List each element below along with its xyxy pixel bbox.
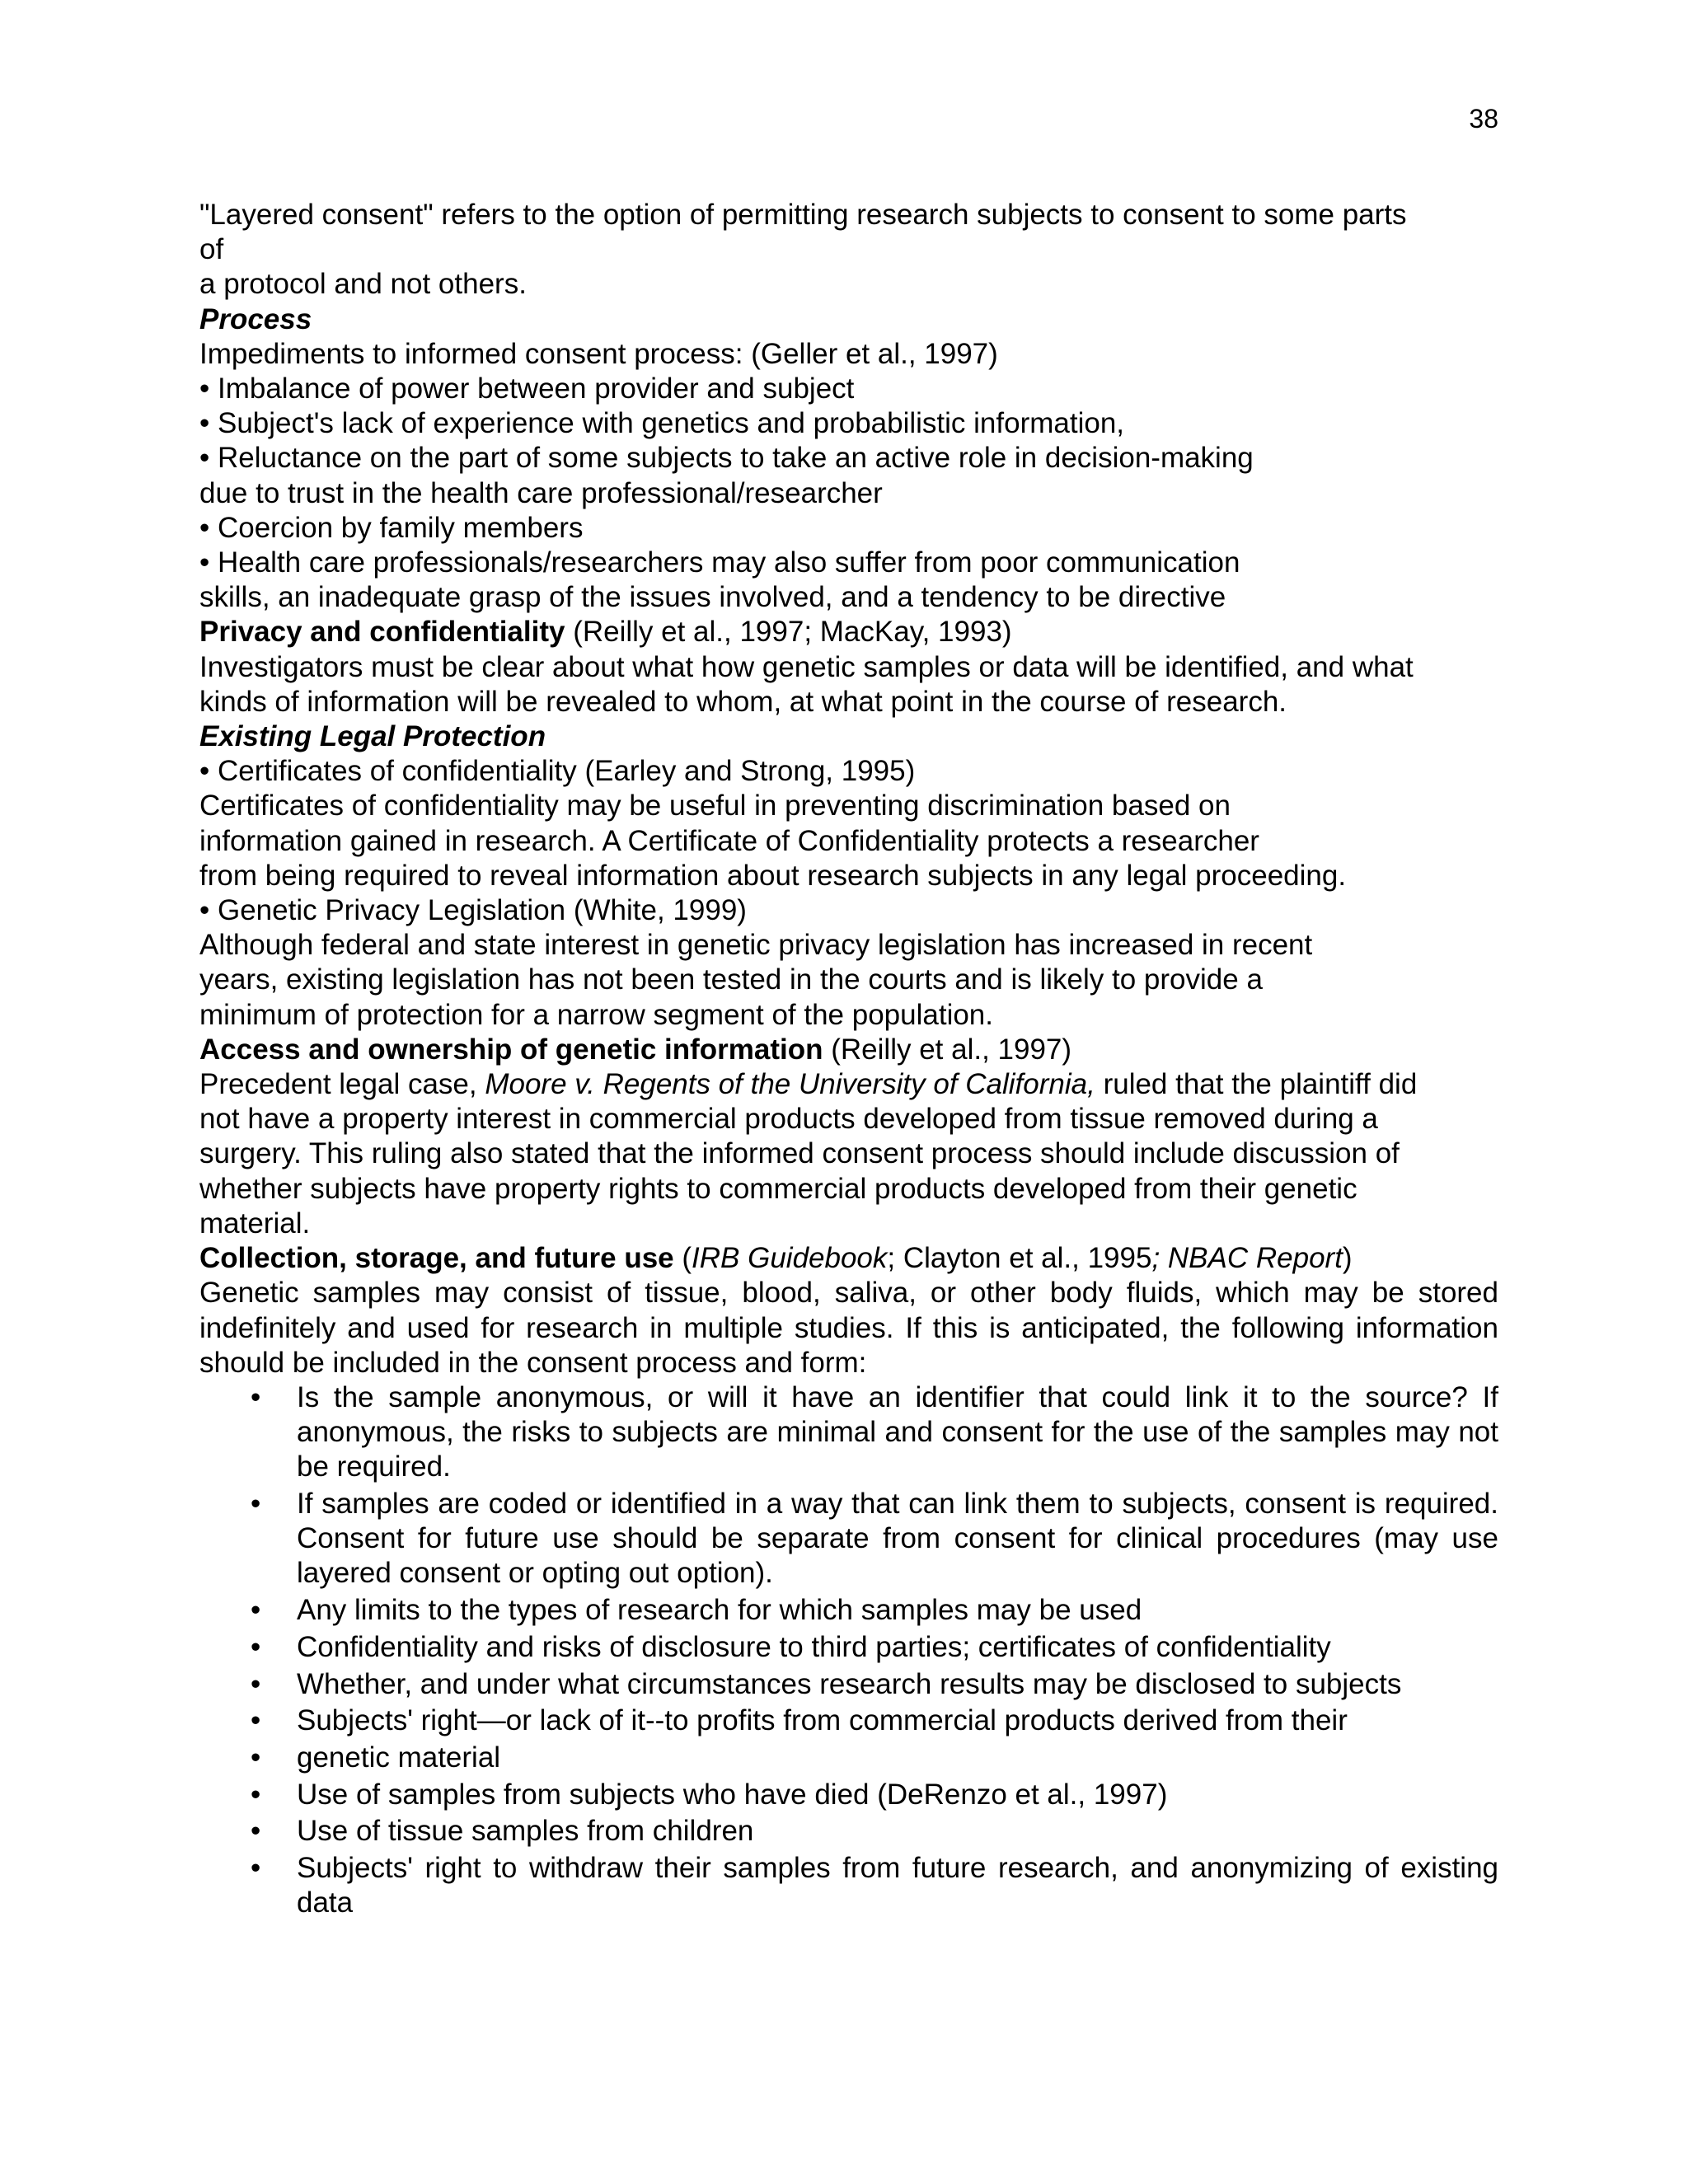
access-line: material. (199, 1207, 311, 1240)
legal-line: information gained in research. A Certificate of Confidentiality protects a researcher (199, 824, 1259, 857)
collection-citation: ( (673, 1242, 692, 1275)
process-line: • Reluctance on the part of some subjects to take an active role in decision-making (199, 442, 1254, 475)
bullet-icon: • (251, 1852, 261, 1885)
list-item-text: genetic material (297, 1741, 501, 1774)
legal-line: Although federal and state interest in genetic privacy legislation has increased in recent (199, 929, 1313, 962)
bullet-icon: • (251, 1594, 261, 1627)
collection-bullet-list (199, 1380, 1498, 1921)
access-line: not have a property interest in commercial products developed from tissue removed during a (199, 1103, 1378, 1136)
page-number: 38 (1469, 104, 1498, 134)
bullet-icon: • (251, 1704, 261, 1737)
bullet-icon: • (251, 1667, 261, 1700)
bullet-icon: • (251, 1488, 261, 1521)
access-line: whether subjects have property rights to commercial products developed from their genetic (199, 1172, 1357, 1205)
access-citation: (Reilly et al., 1997) (823, 1033, 1072, 1066)
section-heading-access (199, 1033, 1498, 1067)
legal-line: from being required to reveal information about research subjects in any legal proceeding. (199, 859, 1347, 892)
list-item (199, 1741, 1498, 1775)
process-line: • Imbalance of power between provider and subject (199, 373, 855, 405)
section-heading-collection (199, 1241, 1498, 1276)
collection-paragraph: Genetic samples may consist of tissue, blood, saliva, or other body fluids, which may be stored indefinitely and used for research in multiple studies. If this is anticipated, the following information should be included in the consent process and form: (199, 1277, 1498, 1379)
legal-line: • Certificates of confidentiality (Earley and Strong, 1995) (199, 755, 916, 788)
list-item-text: Subjects' right to withdraw their samples from future research, and anonymizing of existing data (297, 1852, 1498, 1919)
bullet-icon: • (251, 1380, 261, 1413)
process-line: • Health care professionals/researchers may also suffer from poor communication (199, 546, 1240, 579)
privacy-heading: Privacy and confidentiality (199, 616, 565, 649)
legal-line: years, existing legislation has not been tested in the courts and is likely to provide a (199, 963, 1263, 996)
legal-line: Certificates of confidentiality may be useful in preventing discrimination based on (199, 790, 1231, 823)
collection-citation: ; Clayton et al., 1995 (887, 1242, 1152, 1275)
access-line-text: Precedent legal case, (199, 1068, 485, 1101)
access-line: surgery. This ruling also stated that the informed consent process should include discussion of (199, 1137, 1400, 1170)
access-line-text: ruled that the plaintiff did (1095, 1068, 1418, 1101)
section-heading-privacy (199, 615, 1498, 649)
list-item (199, 1704, 1498, 1738)
collection-citation: ) (1342, 1242, 1353, 1275)
list-item-text: Use of samples from subjects who have died (DeRenzo et al., 1997) (297, 1778, 1168, 1811)
list-item-text: Subjects' right—or lack of it--to profits from commercial products derived from their (297, 1704, 1348, 1737)
case-name: Moore v. Regents of the University of California, (485, 1068, 1095, 1101)
citation-report: ; NBAC Report (1151, 1242, 1343, 1275)
intro-line: "Layered consent" refers to the option of permitting research subjects to consent to some parts (199, 199, 1407, 231)
process-line: Impediments to informed consent process: (Geller et al., 1997) (199, 337, 998, 370)
list-item-text: Whether, and under what circumstances research results may be disclosed to subjects (297, 1667, 1402, 1700)
bullet-icon: • (251, 1741, 261, 1774)
privacy-line: kinds of information will be revealed to whom, at what point in the course of research. (199, 685, 1287, 718)
list-item-text: Any limits to the types of research for which samples may be used (297, 1594, 1142, 1627)
intro-line: a protocol and not others. (199, 268, 527, 301)
privacy-citation: (Reilly et al., 1997; MacKay, 1993) (565, 616, 1012, 649)
access-line (199, 1067, 1498, 1102)
list-item-text: Confidentiality and risks of disclosure to third parties; certificates of confidentiality (297, 1630, 1331, 1663)
list-item (199, 1778, 1498, 1812)
bullet-icon: • (251, 1815, 261, 1848)
list-item-text: Use of tissue samples from children (297, 1815, 754, 1848)
process-line: skills, an inadequate grasp of the issues involved, and a tendency to be directive (199, 581, 1226, 614)
legal-line: minimum of protection for a narrow segment of the population. (199, 998, 993, 1031)
privacy-line: Investigators must be clear about what how genetic samples or data will be identified, and what (199, 650, 1414, 683)
list-item (199, 1487, 1498, 1591)
list-item (199, 1851, 1498, 1920)
collection-heading: Collection, storage, and future use (199, 1242, 674, 1275)
bullet-icon: • (251, 1630, 261, 1663)
list-item (199, 1630, 1498, 1665)
access-heading: Access and ownership of genetic information (199, 1033, 823, 1066)
section-heading-process: Process (199, 302, 312, 335)
list-item (199, 1380, 1498, 1485)
process-line: due to trust in the health care professional/researcher (199, 476, 883, 509)
citation-guidebook: IRB Guidebook (692, 1242, 888, 1275)
document-body (199, 198, 1498, 1923)
intro-line: of (199, 233, 224, 266)
list-item-text: If samples are coded or identified in a way that can link them to subjects, consent is required. Consent for future use should be separate from consent for clinical procedures (may use layered consent or opting out option). (297, 1488, 1498, 1590)
bullet-icon: • (251, 1778, 261, 1811)
list-item (199, 1593, 1498, 1628)
legal-line: • Genetic Privacy Legislation (White, 1999) (199, 894, 747, 927)
process-line: • Subject's lack of experience with genetics and probabilistic information, (199, 407, 1125, 440)
list-item-text: Is the sample anonymous, or will it have an identifier that could link it to the source? If anonymous, the risks to subjects are minimal and consent for the use of the samples may not be required. (297, 1380, 1498, 1483)
list-item (199, 1667, 1498, 1702)
process-line: • Coercion by family members (199, 511, 584, 544)
list-item (199, 1814, 1498, 1849)
section-heading-legal: Existing Legal Protection (199, 720, 546, 753)
